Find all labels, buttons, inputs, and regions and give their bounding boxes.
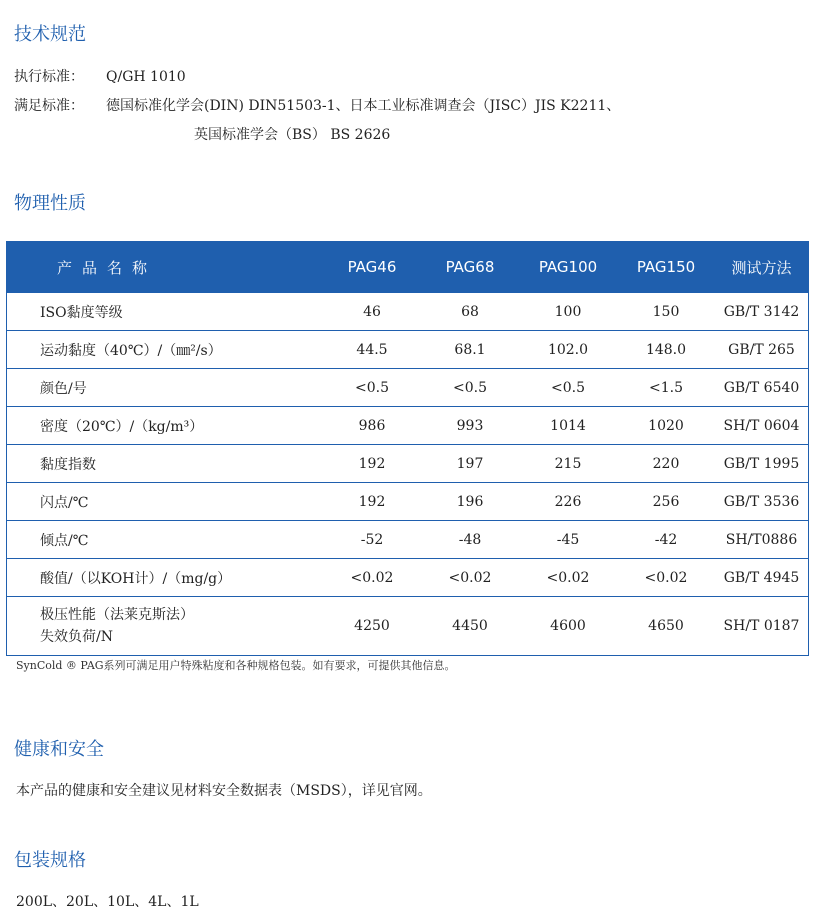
table-row	[7, 445, 809, 483]
cell-pag150: 148.0	[617, 331, 715, 369]
cell-pag150: <1.5	[617, 369, 715, 407]
row-name: 闪点/℃	[7, 483, 324, 521]
cell-pag150: 256	[617, 483, 715, 521]
physical-properties-table	[6, 241, 809, 656]
cell-pag100: 100	[519, 293, 617, 331]
cell-pag46: 192	[323, 445, 421, 483]
cell-pag100: 4600	[519, 597, 617, 656]
table-header-row	[7, 242, 809, 293]
packaging-text: 200L、20L、10L、4L、1L	[16, 894, 199, 910]
cell-pag68: <0.5	[421, 369, 519, 407]
header-pag100: PAG100	[519, 242, 617, 293]
cell-pag100: 102.0	[519, 331, 617, 369]
row-name-line-2: 失效负荷/N	[40, 629, 113, 645]
meet-standard-value-2: 英国标准学会（BS） BS 2626	[194, 127, 391, 143]
cell-pag150: -42	[617, 521, 715, 559]
section-title-health: 健康和安全	[14, 739, 104, 760]
cell-pag150: 4650	[617, 597, 715, 656]
cell-method: GB/T 3142	[715, 293, 809, 331]
table-row	[7, 331, 809, 369]
header-pag46: PAG46	[323, 242, 421, 293]
cell-pag100: 215	[519, 445, 617, 483]
cell-pag150: <0.02	[617, 559, 715, 597]
meet-standard-line	[14, 95, 620, 115]
cell-pag100: 1014	[519, 407, 617, 445]
cell-pag46: -52	[323, 521, 421, 559]
cell-pag100: <0.5	[519, 369, 617, 407]
cell-pag68: 197	[421, 445, 519, 483]
cell-pag46: 46	[323, 293, 421, 331]
row-name: 酸值/（以KOH计）/（mg/g）	[7, 559, 324, 597]
cell-pag150: 150	[617, 293, 715, 331]
table-row	[7, 559, 809, 597]
packaging-note: SynCold ® PAG系列可满足用户特殊粘度和各种规格包装。如有要求，可提供其他信息。	[16, 659, 456, 672]
table-row	[7, 293, 809, 331]
cell-pag68: 4450	[421, 597, 519, 656]
meet-standard-value-1: 德国标准化学会(DIN) DIN51503-1、日本工业标准调查会（JISC）JIS K2211、	[106, 98, 621, 114]
header-product-name: 产品名称	[7, 242, 324, 293]
cell-method: GB/T 4945	[715, 559, 809, 597]
cell-method: GB/T 1995	[715, 445, 809, 483]
table-row	[7, 407, 809, 445]
header-pag150: PAG150	[617, 242, 715, 293]
cell-pag68: 68	[421, 293, 519, 331]
section-title-packaging: 包装规格	[14, 850, 86, 871]
cell-pag46: 4250	[323, 597, 421, 656]
cell-pag46: 192	[323, 483, 421, 521]
cell-pag68: <0.02	[421, 559, 519, 597]
cell-method: GB/T 3536	[715, 483, 809, 521]
cell-pag100: -45	[519, 521, 617, 559]
cell-method: SH/T 0604	[715, 407, 809, 445]
cell-method: SH/T0886	[715, 521, 809, 559]
cell-pag100: <0.02	[519, 559, 617, 597]
header-test-method: 测试方法	[715, 242, 809, 293]
table-row	[7, 483, 809, 521]
cell-pag100: 226	[519, 483, 617, 521]
row-name-line-1: 极压性能（法莱克斯法）	[40, 607, 194, 623]
row-name: 密度（20℃）/（kg/m³）	[7, 407, 324, 445]
cell-method: GB/T 265	[715, 331, 809, 369]
row-name: ISO黏度等级	[7, 293, 324, 331]
section-title-physical: 物理性质	[14, 193, 86, 214]
table-row	[7, 597, 809, 656]
exec-standard-line	[14, 66, 186, 86]
row-name: 黏度指数	[7, 445, 324, 483]
cell-pag68: -48	[421, 521, 519, 559]
cell-method: SH/T 0187	[715, 597, 809, 656]
table-row	[7, 521, 809, 559]
exec-standard-label: 执行标准：	[14, 69, 84, 85]
cell-pag46: <0.5	[323, 369, 421, 407]
cell-pag46: 986	[323, 407, 421, 445]
cell-method: GB/T 6540	[715, 369, 809, 407]
row-name: 运动黏度（40℃）/（㎜²/s）	[7, 331, 324, 369]
cell-pag68: 993	[421, 407, 519, 445]
exec-standard-value: Q/GH 1010	[106, 69, 186, 85]
table-row	[7, 369, 809, 407]
cell-pag68: 68.1	[421, 331, 519, 369]
cell-pag46: <0.02	[323, 559, 421, 597]
cell-pag150: 220	[617, 445, 715, 483]
health-text: 本产品的健康和安全建议见材料安全数据表（MSDS），详见官网。	[16, 783, 432, 799]
row-name: 颜色/号	[7, 369, 324, 407]
row-name: 倾点/℃	[7, 521, 324, 559]
cell-pag68: 196	[421, 483, 519, 521]
section-title-tech: 技术规范	[14, 24, 86, 45]
header-pag68: PAG68	[421, 242, 519, 293]
cell-pag150: 1020	[617, 407, 715, 445]
meet-standard-label: 满足标准：	[14, 98, 84, 114]
cell-pag46: 44.5	[323, 331, 421, 369]
row-name	[7, 597, 324, 656]
